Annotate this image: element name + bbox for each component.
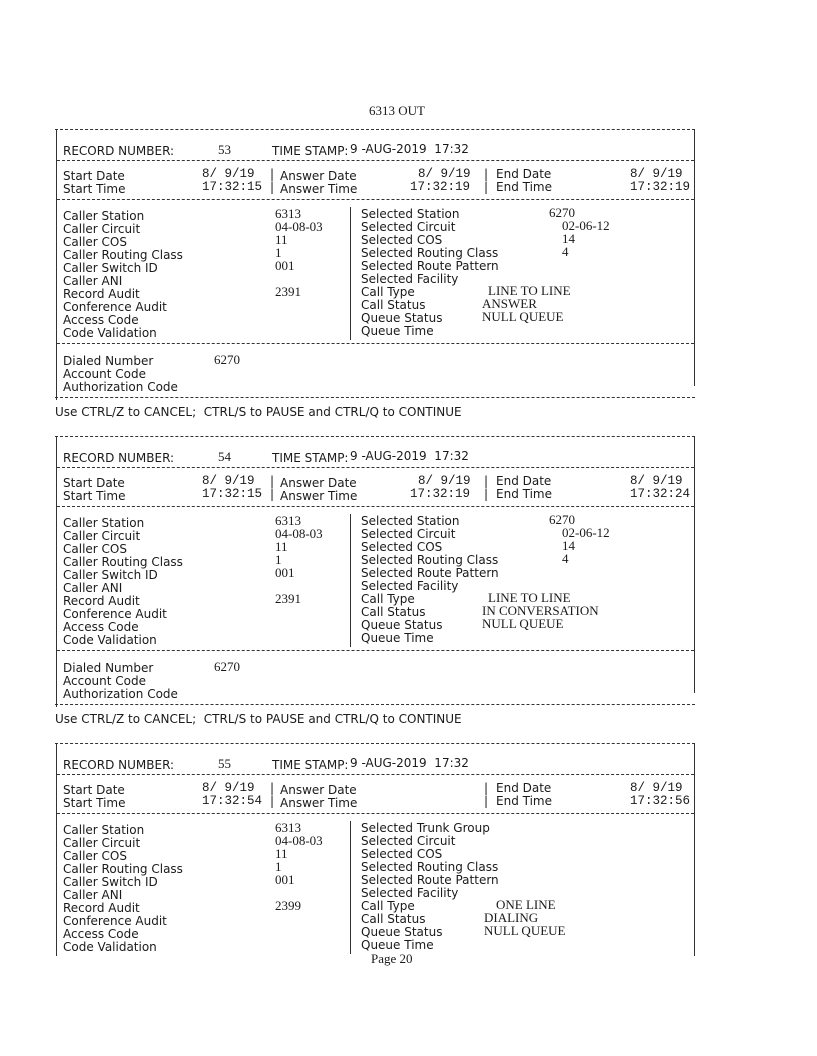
conference-audit-label: Conference Audit bbox=[63, 300, 167, 314]
call-type-value: ONE LINE bbox=[496, 897, 556, 912]
caller-ani-label: Caller ANI bbox=[63, 274, 123, 288]
start-time-label: Start Time bbox=[63, 182, 126, 196]
code-validation-label: Code Validation bbox=[63, 940, 157, 954]
record-bottom-border bbox=[55, 704, 695, 705]
time-stamp-label: TIME STAMP: bbox=[272, 144, 349, 158]
caller-routing-class-label: Caller Routing Class bbox=[63, 862, 183, 876]
end-date-value: 8/ 9/19 bbox=[630, 781, 683, 795]
end-time-value: 17:32:24 bbox=[630, 487, 691, 501]
answer-date-label: Answer Date bbox=[280, 169, 357, 183]
caller-circuit-value: 04-08-03 bbox=[275, 219, 323, 234]
selected-route-pattern-label: Selected Route Pattern bbox=[361, 566, 499, 580]
authorization-code-label: Authorization Code bbox=[63, 380, 178, 394]
record-audit-label: Record Audit bbox=[63, 901, 140, 915]
caller-station-value: 6313 bbox=[275, 206, 301, 221]
record-top-border bbox=[55, 129, 695, 130]
selected-routing-class-value: 4 bbox=[562, 244, 569, 259]
selected-cos-label: Selected COS bbox=[361, 847, 443, 861]
selected-facility-label: Selected Facility bbox=[361, 272, 459, 286]
queue-time-label: Queue Time bbox=[361, 324, 434, 338]
record-number-value: 53 bbox=[218, 142, 231, 157]
time-stamp-label: TIME STAMP: bbox=[272, 451, 349, 465]
answer-time-value: 17:32:19 bbox=[410, 180, 471, 194]
call-type-label: Call Type bbox=[361, 899, 415, 913]
caller-switch-id-value: 001 bbox=[275, 565, 295, 580]
queue-status-value: NULL QUEUE bbox=[482, 616, 564, 631]
caller-station-label: Caller Station bbox=[63, 516, 145, 530]
start-time-value: 17:32:15 bbox=[202, 180, 263, 194]
record-divider bbox=[57, 650, 694, 651]
selected-cos-value: 14 bbox=[562, 231, 575, 246]
control-hint: Use CTRL/Z to CANCEL; CTRL/S to PAUSE and CTRL/Q to CONTINUE bbox=[55, 712, 462, 726]
record-number-label: RECORD NUMBER: bbox=[63, 758, 175, 772]
selected-routing-class-value: 4 bbox=[562, 551, 569, 566]
record-left-border bbox=[56, 437, 57, 707]
end-time-label: End Time bbox=[496, 180, 552, 194]
conference-audit-label: Conference Audit bbox=[63, 607, 167, 621]
start-date-label: Start Date bbox=[63, 169, 125, 183]
selected-route-pattern-label: Selected Route Pattern bbox=[361, 259, 499, 273]
caller-cos-value: 11 bbox=[275, 539, 288, 554]
code-validation-label: Code Validation bbox=[63, 633, 157, 647]
start-time-value: 17:32:54 bbox=[202, 794, 263, 808]
record-top-border bbox=[55, 743, 695, 744]
start-date-label: Start Date bbox=[63, 783, 125, 797]
call-status-value: DIALING bbox=[484, 910, 539, 925]
record-number-value: 54 bbox=[218, 449, 231, 464]
end-date-value: 8/ 9/19 bbox=[630, 167, 683, 181]
dialed-number-label: Dialed Number bbox=[63, 661, 154, 675]
conference-audit-label: Conference Audit bbox=[63, 914, 167, 928]
account-code-label: Account Code bbox=[63, 674, 146, 688]
selected-cos-label: Selected COS bbox=[361, 233, 443, 247]
caller-ani-label: Caller ANI bbox=[63, 581, 123, 595]
caller-circuit-label: Caller Circuit bbox=[63, 836, 141, 850]
record-divider bbox=[57, 199, 694, 200]
selected-station-value: 6270 bbox=[549, 205, 575, 220]
page-number: Page 20 bbox=[371, 951, 413, 966]
record-divider bbox=[57, 774, 694, 775]
end-time-label: End Time bbox=[496, 794, 552, 808]
caller-cos-value: 11 bbox=[275, 232, 288, 247]
call-type-value: LINE TO LINE bbox=[488, 590, 571, 605]
access-code-label: Access Code bbox=[63, 927, 139, 941]
record-audit-label: Record Audit bbox=[63, 594, 140, 608]
queue-time-label: Queue Time bbox=[361, 631, 434, 645]
queue-status-label: Queue Status bbox=[361, 925, 443, 939]
call-type-value: LINE TO LINE bbox=[488, 283, 571, 298]
queue-status-label: Queue Status bbox=[361, 311, 443, 325]
selected-circuit-label: Selected Circuit bbox=[361, 527, 456, 541]
code-validation-label: Code Validation bbox=[63, 326, 157, 340]
answer-date-value: 8/ 9/19 bbox=[418, 167, 471, 181]
record-divider bbox=[57, 467, 694, 468]
time-stamp-value: 9 -AUG-2019 17:32 bbox=[350, 756, 469, 770]
answer-date-label: Answer Date bbox=[280, 476, 357, 490]
column-separator bbox=[350, 514, 351, 647]
caller-switch-id-label: Caller Switch ID bbox=[63, 568, 158, 582]
selected-routing-class-label: Selected Routing Class bbox=[361, 246, 499, 260]
caller-circuit-label: Caller Circuit bbox=[63, 529, 141, 543]
caller-switch-id-value: 001 bbox=[275, 258, 295, 273]
selected-circuit-value: 02-06-12 bbox=[562, 218, 610, 233]
caller-station-value: 6313 bbox=[275, 820, 301, 835]
column-separator bbox=[350, 821, 351, 954]
record-number-label: RECORD NUMBER: bbox=[63, 144, 175, 158]
record-bottom-border bbox=[55, 397, 695, 398]
queue-time-label: Queue Time bbox=[361, 938, 434, 952]
caller-circuit-label: Caller Circuit bbox=[63, 222, 141, 236]
end-date-value: 8/ 9/19 bbox=[630, 474, 683, 488]
caller-switch-id-label: Caller Switch ID bbox=[63, 875, 158, 889]
caller-switch-id-value: 001 bbox=[275, 872, 295, 887]
record-right-border bbox=[694, 437, 695, 693]
record-audit-value: 2399 bbox=[275, 898, 301, 913]
start-date-value: 8/ 9/19 bbox=[202, 781, 255, 795]
start-date-value: 8/ 9/19 bbox=[202, 474, 255, 488]
queue-status-value: NULL QUEUE bbox=[482, 309, 564, 324]
answer-time-label: Answer Time bbox=[280, 489, 358, 503]
caller-cos-label: Caller COS bbox=[63, 849, 127, 863]
start-time-value: 17:32:15 bbox=[202, 487, 263, 501]
record-divider bbox=[57, 506, 694, 507]
dialed-number-value: 6270 bbox=[214, 659, 240, 674]
record-right-border bbox=[694, 130, 695, 386]
selected-station-label: Selected Station bbox=[361, 207, 460, 221]
caller-ani-label: Caller ANI bbox=[63, 888, 123, 902]
record-left-border bbox=[56, 744, 57, 956]
record-number-value: 55 bbox=[218, 756, 231, 771]
queue-status-value: NULL QUEUE bbox=[484, 923, 566, 938]
record-divider bbox=[57, 343, 694, 344]
account-code-label: Account Code bbox=[63, 367, 146, 381]
time-stamp-label: TIME STAMP: bbox=[272, 758, 349, 772]
record-audit-value: 2391 bbox=[275, 284, 301, 299]
selected-station-label: Selected Station bbox=[361, 514, 460, 528]
record-divider bbox=[57, 160, 694, 161]
record-right-border bbox=[694, 744, 695, 956]
selected-cos-value: 14 bbox=[562, 538, 575, 553]
record-audit-label: Record Audit bbox=[63, 287, 140, 301]
dialed-number-value: 6270 bbox=[214, 352, 240, 367]
page-title: 6313 OUT bbox=[369, 103, 425, 118]
record-audit-value: 2391 bbox=[275, 591, 301, 606]
control-hint: Use CTRL/Z to CANCEL; CTRL/S to PAUSE and CTRL/Q to CONTINUE bbox=[55, 405, 462, 419]
selected-circuit-label: Selected Circuit bbox=[361, 834, 456, 848]
selected-facility-label: Selected Facility bbox=[361, 579, 459, 593]
caller-routing-class-value: 1 bbox=[275, 245, 282, 260]
end-time-label: End Time bbox=[496, 487, 552, 501]
caller-circuit-value: 04-08-03 bbox=[275, 833, 323, 848]
call-status-value: ANSWER bbox=[482, 296, 537, 311]
time-stamp-value: 9 -AUG-2019 17:32 bbox=[350, 142, 469, 156]
end-date-label: End Date bbox=[496, 474, 552, 488]
record-divider bbox=[57, 813, 694, 814]
selected-facility-label: Selected Facility bbox=[361, 886, 459, 900]
selected-trunk-group-label: Selected Trunk Group bbox=[361, 821, 490, 835]
answer-time-label: Answer Time bbox=[280, 182, 358, 196]
call-status-label: Call Status bbox=[361, 605, 426, 619]
selected-route-pattern-label: Selected Route Pattern bbox=[361, 873, 499, 887]
caller-station-value: 6313 bbox=[275, 513, 301, 528]
end-date-label: End Date bbox=[496, 781, 552, 795]
call-status-value: IN CONVERSATION bbox=[482, 603, 599, 618]
answer-time-label: Answer Time bbox=[280, 796, 358, 810]
caller-routing-class-value: 1 bbox=[275, 859, 282, 874]
selected-cos-label: Selected COS bbox=[361, 540, 443, 554]
record-number-label: RECORD NUMBER: bbox=[63, 451, 175, 465]
start-time-label: Start Time bbox=[63, 796, 126, 810]
selected-station-value: 6270 bbox=[549, 512, 575, 527]
access-code-label: Access Code bbox=[63, 620, 139, 634]
selected-routing-class-label: Selected Routing Class bbox=[361, 860, 499, 874]
end-time-value: 17:32:56 bbox=[630, 794, 691, 808]
caller-station-label: Caller Station bbox=[63, 823, 145, 837]
call-type-label: Call Type bbox=[361, 285, 415, 299]
caller-cos-label: Caller COS bbox=[63, 542, 127, 556]
answer-date-label: Answer Date bbox=[280, 783, 357, 797]
record-left-border bbox=[56, 130, 57, 400]
answer-date-value: 8/ 9/19 bbox=[418, 474, 471, 488]
caller-routing-class-label: Caller Routing Class bbox=[63, 248, 183, 262]
caller-routing-class-value: 1 bbox=[275, 552, 282, 567]
caller-circuit-value: 04-08-03 bbox=[275, 526, 323, 541]
dialed-number-label: Dialed Number bbox=[63, 354, 154, 368]
column-separator bbox=[350, 207, 351, 340]
record-top-border bbox=[55, 436, 695, 437]
end-time-value: 17:32:19 bbox=[630, 180, 691, 194]
call-status-label: Call Status bbox=[361, 912, 426, 926]
selected-circuit-label: Selected Circuit bbox=[361, 220, 456, 234]
caller-switch-id-label: Caller Switch ID bbox=[63, 261, 158, 275]
access-code-label: Access Code bbox=[63, 313, 139, 327]
start-date-value: 8/ 9/19 bbox=[202, 167, 255, 181]
start-date-label: Start Date bbox=[63, 476, 125, 490]
queue-status-label: Queue Status bbox=[361, 618, 443, 632]
caller-routing-class-label: Caller Routing Class bbox=[63, 555, 183, 569]
answer-time-value: 17:32:19 bbox=[410, 487, 471, 501]
authorization-code-label: Authorization Code bbox=[63, 687, 178, 701]
caller-station-label: Caller Station bbox=[63, 209, 145, 223]
call-status-label: Call Status bbox=[361, 298, 426, 312]
call-type-label: Call Type bbox=[361, 592, 415, 606]
selected-circuit-value: 02-06-12 bbox=[562, 525, 610, 540]
time-stamp-value: 9 -AUG-2019 17:32 bbox=[350, 449, 469, 463]
end-date-label: End Date bbox=[496, 167, 552, 181]
start-time-label: Start Time bbox=[63, 489, 126, 503]
caller-cos-label: Caller COS bbox=[63, 235, 127, 249]
selected-routing-class-label: Selected Routing Class bbox=[361, 553, 499, 567]
caller-cos-value: 11 bbox=[275, 846, 288, 861]
